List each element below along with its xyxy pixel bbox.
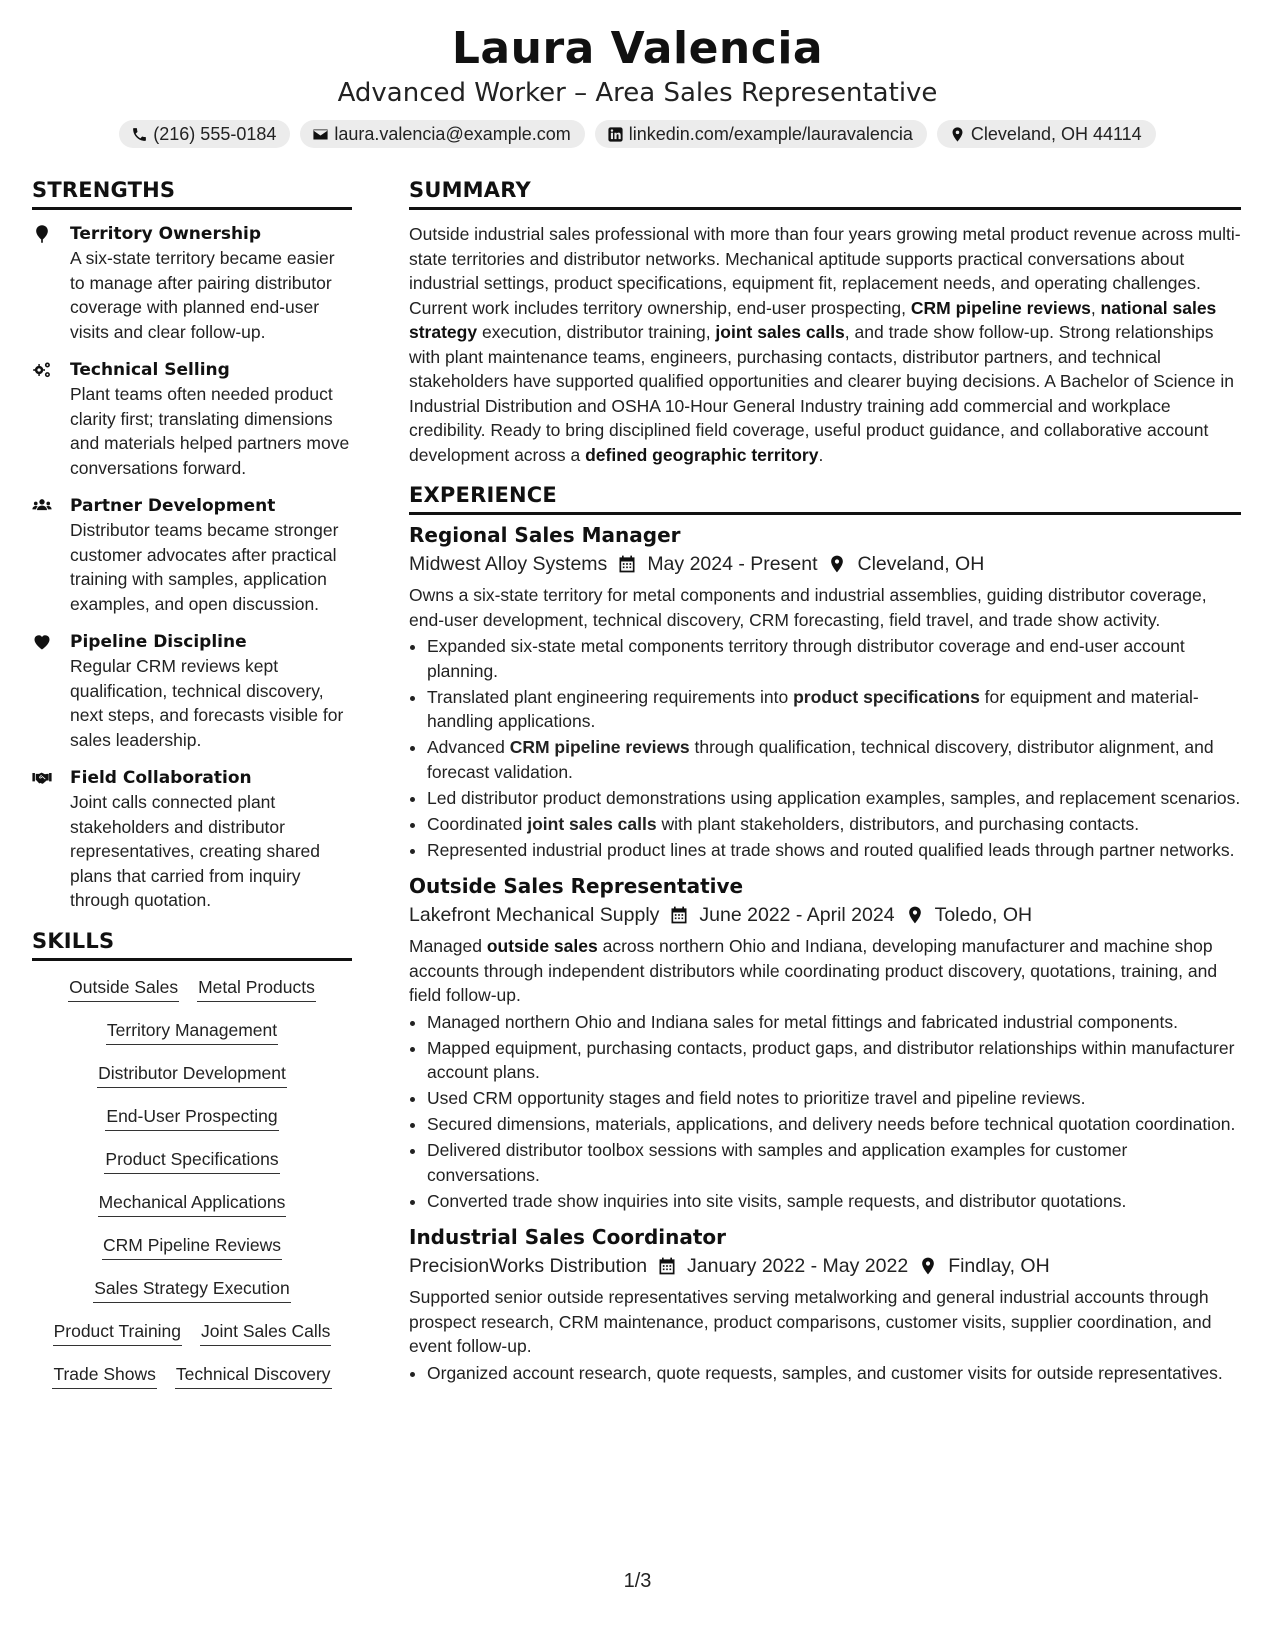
strength-item <box>32 222 352 344</box>
skill-row <box>32 1018 352 1045</box>
job-location: Findlay, OH <box>948 1255 1050 1277</box>
strength-item <box>32 766 352 913</box>
resume-header <box>0 22 1275 148</box>
job-title: Outside Sales Representative <box>409 874 744 898</box>
job-bullet <box>427 1361 1241 1386</box>
job-entry <box>409 521 1241 862</box>
job-company: PrecisionWorks Distribution <box>409 1255 648 1277</box>
skill-tag: Technical Discovery <box>175 1362 332 1389</box>
job-bullet <box>427 1010 1241 1035</box>
calendar-icon <box>657 1256 677 1276</box>
contact-email-text: laura.valencia@example.com <box>334 124 571 144</box>
skill-row <box>32 1233 352 1260</box>
skills-heading: SKILLS <box>32 929 352 961</box>
skill-row <box>32 1276 352 1303</box>
gears-icon <box>32 360 52 380</box>
text-run: Delivered distributor toolbox sessions with samples and application examples for customer conversations. <box>427 1140 1128 1185</box>
bold-text: outside sales <box>486 936 598 956</box>
skill-tag: Outside Sales <box>68 975 179 1002</box>
job-entry <box>409 1223 1241 1385</box>
bold-text: national sales strategy <box>409 297 1217 342</box>
job-bullet <box>427 1036 1241 1085</box>
skill-tag: CRM Pipeline Reviews <box>102 1233 282 1260</box>
job-dates: June 2022 - April 2024 <box>699 904 895 926</box>
text-run: with plant stakeholders, distributors, and purchasing contacts. <box>656 813 1140 834</box>
map-pin-icon <box>949 126 966 143</box>
text-run: Advanced <box>427 737 510 757</box>
job-bullet <box>427 685 1241 734</box>
job-bullets <box>409 1361 1241 1386</box>
users-icon <box>32 496 52 516</box>
contact-location <box>937 120 1156 148</box>
text-run: Expanded six-state metal components territory through distributor coverage and end-user account planning. <box>427 636 1185 681</box>
strength-text: Joint calls connected plant stakeholders and distributor representatives, creating shared plans that carried from inquiry through quotation. <box>70 792 320 910</box>
strength-title: Field Collaboration <box>70 768 252 788</box>
job-dates: January 2022 - May 2022 <box>687 1255 909 1277</box>
job-company: Lakefront Mechanical Supply <box>409 904 660 926</box>
skill-tag: Sales Strategy Execution <box>93 1276 291 1303</box>
job-dates: May 2024 - Present <box>647 553 818 575</box>
job-bullet <box>427 786 1241 811</box>
bold-text: product specifications <box>793 686 980 707</box>
job-meta <box>409 1251 1241 1281</box>
text-run: Led distributor product demonstrations using application examples, samples, and replacement scenarios. <box>427 787 1241 808</box>
skill-tag: Trade Shows <box>52 1362 156 1389</box>
handshake-icon <box>32 768 52 788</box>
job-description <box>409 1285 1241 1359</box>
skill-row <box>32 975 352 1002</box>
contact-phone[interactable] <box>119 120 290 148</box>
job-description <box>409 583 1241 632</box>
job-title: Industrial Sales Coordinator <box>409 1225 727 1249</box>
job-bullet <box>427 1086 1241 1111</box>
bold-text: defined geographic territory <box>585 444 819 465</box>
text-run: Converted trade show inquiries into site visits, sample requests, and distributor quotations. <box>427 1190 1127 1211</box>
strength-title: Pipeline Discipline <box>70 632 247 652</box>
text-run: through qualification, technical discovery, distributor alignment, and forecast validation. <box>427 737 1214 782</box>
job-bullet <box>427 812 1241 837</box>
linkedin-icon <box>607 126 624 143</box>
strength-text: Regular CRM reviews kept qualification, technical discovery, next steps, and forecasts visible for sales leadership. <box>70 656 344 750</box>
calendar-icon <box>617 554 637 574</box>
skill-tag: End-User Prospecting <box>105 1104 278 1131</box>
text-run: across northern Ohio and Indiana, developing manufacturer and machine shop accounts through independent distributors while coordinating product discovery, quotations, training, and field follow-up. <box>409 936 1218 1005</box>
job-entry <box>409 872 1241 1213</box>
text-run: Managed northern Ohio and Indiana sales for metal fittings and fabricated industrial components. <box>427 1011 1179 1032</box>
pin-icon <box>32 224 52 244</box>
strength-title: Technical Selling <box>70 360 230 380</box>
bold-text: joint sales calls <box>715 322 845 342</box>
summary-text <box>409 222 1241 467</box>
skill-row <box>32 1362 352 1389</box>
strength-text: Plant teams often needed product clarity first; translating dimensions and materials helped partners move conversations forward. <box>70 384 350 478</box>
text-run: Managed <box>409 936 487 956</box>
job-description <box>409 934 1241 1008</box>
text-run: Outside industrial sales professional with more than four years growing metal product revenue across multi-state territories and distributor networks. Mechanical aptitude supports practical conversations about industrial settings, product specifications, equipment fit, replacement needs, and operating challenges. Current work includes territory ownership, end-user prospecting, <box>409 224 1241 318</box>
job-bullets <box>409 634 1241 862</box>
envelope-icon <box>312 126 329 143</box>
strengths-heading: STRENGTHS <box>32 178 352 210</box>
text-run: , and trade show follow-up. Strong relationships with plant maintenance teams, engineers, purchasing contacts, distributor partners, and technical stakeholders have supported qualified opportunities and clearer buying decisions. A Bachelor of Science in Industrial Distribution and OSHA 10-Hour General Industry training add commercial and workplace credibility. Ready to bring disciplined field coverage, useful product guidance, and collaborative account development across a <box>409 322 1234 465</box>
phone-icon <box>131 126 148 143</box>
job-location: Cleveland, OH <box>857 553 985 575</box>
bold-text: CRM pipeline reviews <box>910 297 1091 318</box>
job-bullet <box>427 1189 1241 1214</box>
job-bullets <box>409 1010 1241 1214</box>
skill-tag: Joint Sales Calls <box>200 1319 331 1346</box>
bold-text: CRM pipeline reviews <box>509 737 690 757</box>
skill-row <box>32 1061 352 1088</box>
job-bullet <box>427 1112 1241 1137</box>
strength-title: Partner Development <box>70 496 276 516</box>
skill-row <box>32 1319 352 1346</box>
bold-text: joint sales calls <box>527 813 657 834</box>
strength-item <box>32 494 352 616</box>
skills-list <box>32 973 352 1389</box>
text-run: Coordinated <box>427 813 528 834</box>
text-run: Mapped equipment, purchasing contacts, product gaps, and distributor relationships within manufacturer account plans. <box>427 1037 1235 1082</box>
candidate-title: Advanced Worker – Area Sales Representative <box>337 78 938 108</box>
contact-location-text: Cleveland, OH 44114 <box>970 124 1142 144</box>
job-meta <box>409 900 1241 930</box>
text-run: Owns a six-state territory for metal components and industrial assemblies, guiding distributor coverage, end-user development, technical discovery, CRM forecasting, field travel, and trade show activity. <box>409 585 1207 630</box>
text-run: , <box>1090 297 1101 318</box>
skill-tag: Product Training <box>53 1319 182 1346</box>
text-run: Secured dimensions, materials, applications, and delivery needs before technical quotation coordination. <box>427 1114 1236 1134</box>
experience-heading: EXPERIENCE <box>409 483 1241 515</box>
job-title: Regional Sales Manager <box>409 523 681 547</box>
job-location: Toledo, OH <box>934 904 1033 926</box>
experience-list <box>409 521 1241 1385</box>
location-pin-icon <box>827 554 847 574</box>
job-meta <box>409 549 1241 579</box>
text-run: Supported senior outside representatives serving metalworking and general industrial accounts through prospect research, CRM maintenance, product comparisons, customer visits, supplier coordination, and event follow-up. <box>409 1287 1212 1356</box>
contact-bar <box>0 120 1275 148</box>
job-bullet <box>427 1138 1241 1187</box>
job-bullet <box>427 634 1241 683</box>
text-run: execution, distributor training, <box>477 322 716 342</box>
summary-heading: SUMMARY <box>409 178 1241 210</box>
job-bullet <box>427 838 1241 863</box>
text-run: . <box>818 444 824 465</box>
contact-linkedin-text: linkedin.com/example/lauravalencia <box>628 124 913 144</box>
strength-item <box>32 358 352 480</box>
page-number: 1/3 <box>623 1570 652 1592</box>
skill-tag: Product Specifications <box>104 1147 279 1174</box>
contact-linkedin[interactable] <box>595 120 927 148</box>
strength-title: Territory Ownership <box>70 224 262 244</box>
text-run: for equipment and material-handling applications. <box>427 686 1199 731</box>
text-run: Represented industrial product lines at trade shows and routed qualified leads through partner networks. <box>427 839 1235 860</box>
candidate-name: Laura Valencia <box>451 23 824 74</box>
job-bullet <box>427 735 1241 784</box>
text-run: Used CRM opportunity stages and field notes to prioritize travel and pipeline reviews. <box>427 1088 1086 1108</box>
skill-tag: Metal Products <box>197 975 316 1002</box>
location-pin-icon <box>905 905 925 925</box>
strength-item <box>32 630 352 752</box>
skill-tag: Territory Management <box>106 1018 278 1045</box>
strength-text: A six-state territory became easier to manage after pairing distributor coverage with planned end-user visits and clear follow-up. <box>70 248 335 342</box>
heart-icon <box>32 632 52 652</box>
left-column <box>32 178 352 1405</box>
calendar-icon <box>669 905 689 925</box>
text-run: Translated plant engineering requirements into <box>427 686 794 707</box>
skill-tag: Distributor Development <box>97 1061 287 1088</box>
location-pin-icon <box>918 1256 938 1276</box>
right-column <box>409 178 1241 1387</box>
text-run: Organized account research, quote requests, samples, and customer visits for outside representatives. <box>427 1362 1223 1383</box>
strength-text: Distributor teams became stronger customer advocates after practical training with samples, application examples, and open discussion. <box>70 520 339 614</box>
job-company: Midwest Alloy Systems <box>409 553 608 575</box>
skill-tag: Mechanical Applications <box>98 1190 287 1217</box>
skill-row <box>32 1104 352 1131</box>
contact-email[interactable] <box>300 120 584 148</box>
skill-row <box>32 1190 352 1217</box>
contact-phone-text: (216) 555-0184 <box>153 124 277 144</box>
skill-row <box>32 1147 352 1174</box>
